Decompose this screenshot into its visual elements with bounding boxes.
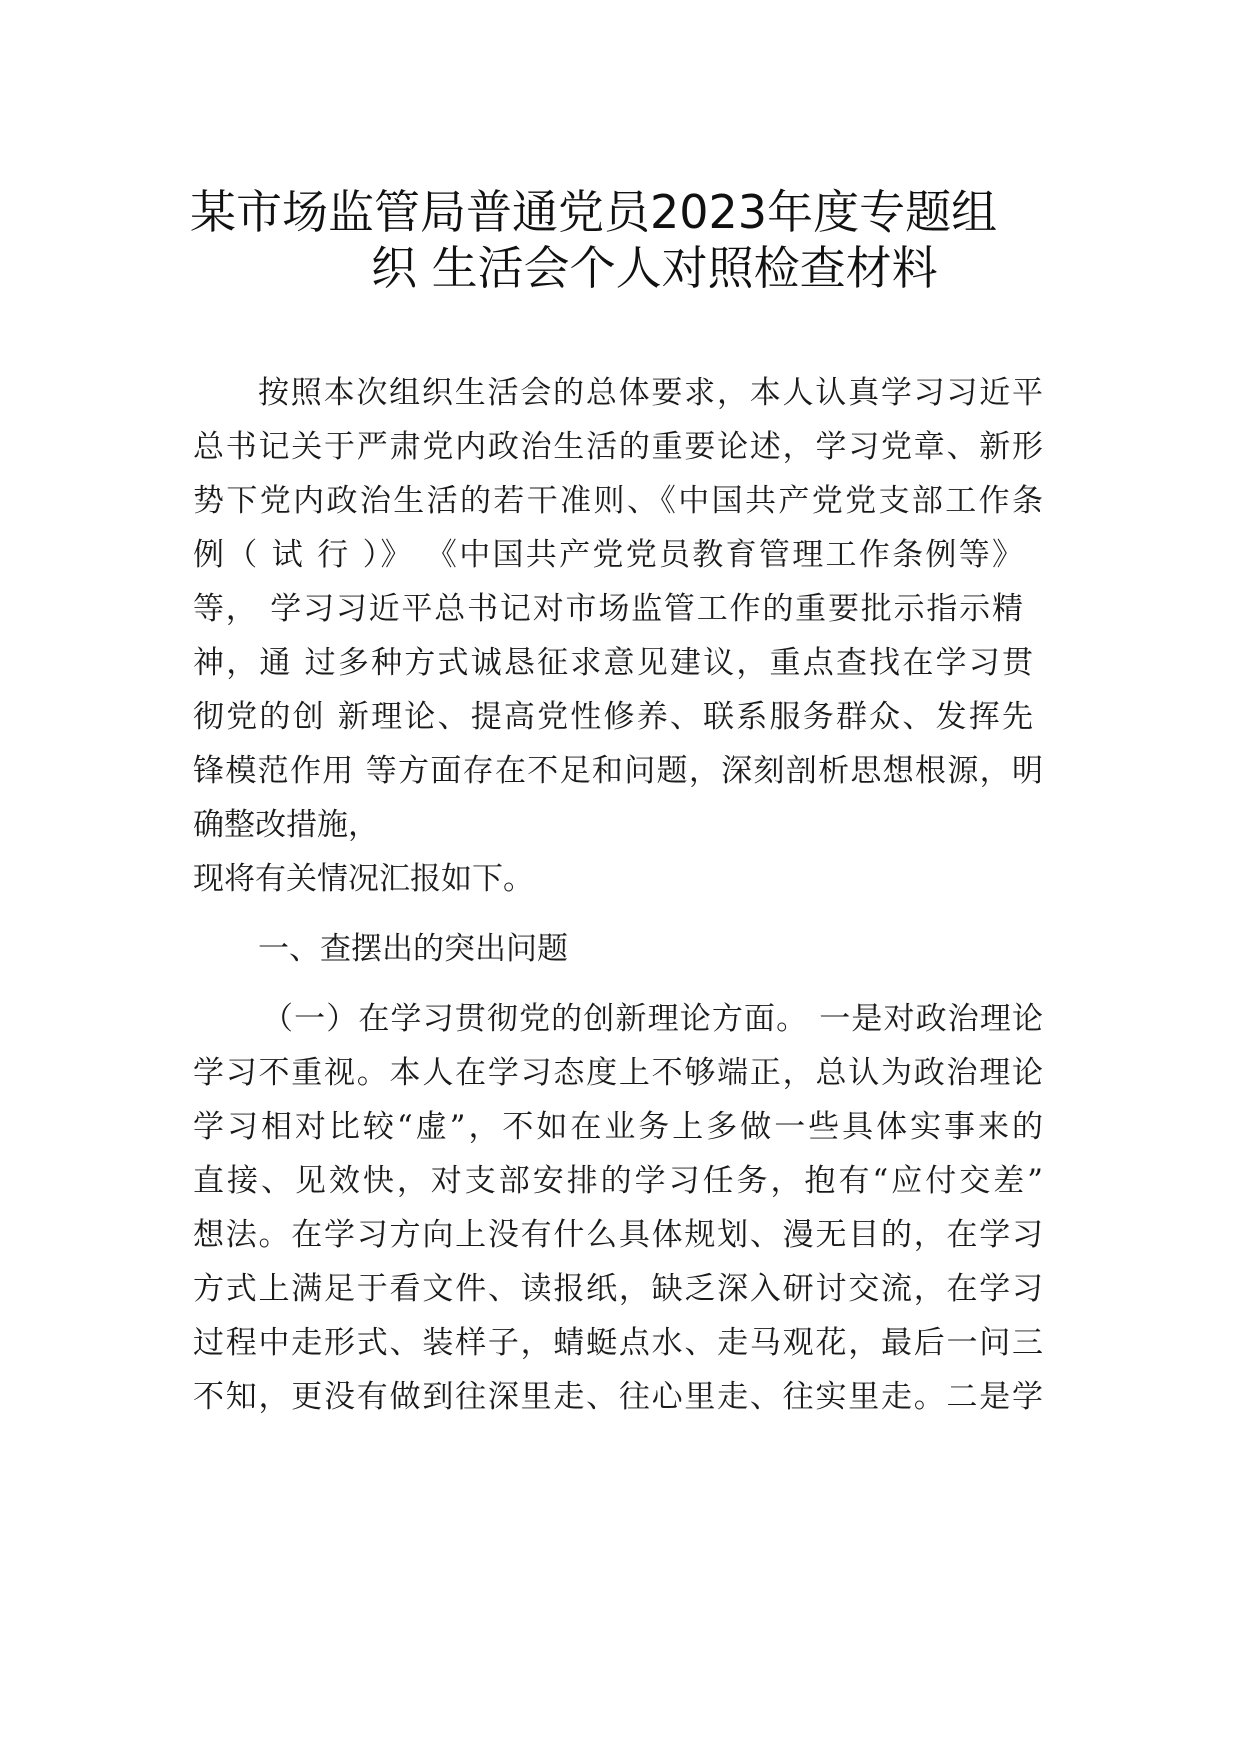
section-paragraph-line: 方式上满足于看文件、读报纸，缺乏深入研讨交流，在学习 xyxy=(193,1271,1043,1307)
intro-paragraph-line: 等， 学习习近平总书记对市场监管工作的重要批示指示精 xyxy=(193,591,1023,627)
intro-paragraph-line: 势下党内政治生活的若干准则、《中国共产党党支部工作条 xyxy=(193,483,1043,519)
section-paragraph-line: 过程中走形式、装样子，蜻蜓点水、走马观花，最后一问三 xyxy=(193,1325,1043,1361)
section-paragraph-line: （一）在学习贯彻党的创新理论方面。 一是对政治理论 xyxy=(262,1001,1043,1037)
intro-paragraph-line: 锋模范作用 等方面存在不足和问题，深刻剖析思想根源，明 xyxy=(193,753,1043,789)
document-title-line-2: 织 生活会个人对照检查材料 xyxy=(371,241,938,295)
section-heading: 一、查摆出的突出问题 xyxy=(258,931,568,967)
section-paragraph-line: 直接、见效快，对支部安排的学习任务，抱有“应付交差” xyxy=(193,1163,1043,1199)
intro-paragraph-line: 确整改措施， xyxy=(193,807,379,843)
section-paragraph-line: 想法。在学习方向上没有什么具体规划、漫无目的，在学习 xyxy=(193,1217,1043,1253)
intro-paragraph-line: 按照本次组织生活会的总体要求，本人认真学习习近平 xyxy=(258,375,1043,411)
intro-paragraph-line: 彻党的创 新理论、提高党性修养、联系服务群众、发挥先 xyxy=(193,699,1033,735)
document-title-line-1: 某市场监管局普通党员2023年度专题组 xyxy=(190,185,998,239)
intro-paragraph-line: 总书记关于严肃党内政治生活的重要论述，学习党章、新形 xyxy=(193,429,1043,465)
section-paragraph-line: 学习不重视。本人在学习态度上不够端正，总认为政治理论 xyxy=(193,1055,1043,1091)
intro-paragraph-line: 神，通 过多种方式诚恳征求意见建议，重点查找在学习贯 xyxy=(193,645,1033,681)
intro-paragraph-line: 现将有关情况汇报如下。 xyxy=(193,861,534,897)
section-paragraph-line: 不知，更没有做到往深里走、往心里走、往实里走。二是学 xyxy=(193,1379,1043,1415)
intro-paragraph-line: 例（ 试 行 ）》 《中国共产党党员教育管理工作条例等》 xyxy=(193,537,1023,573)
section-paragraph-line: 学习相对比较“虚”，不如在业务上多做一些具体实事来的 xyxy=(193,1109,1043,1145)
